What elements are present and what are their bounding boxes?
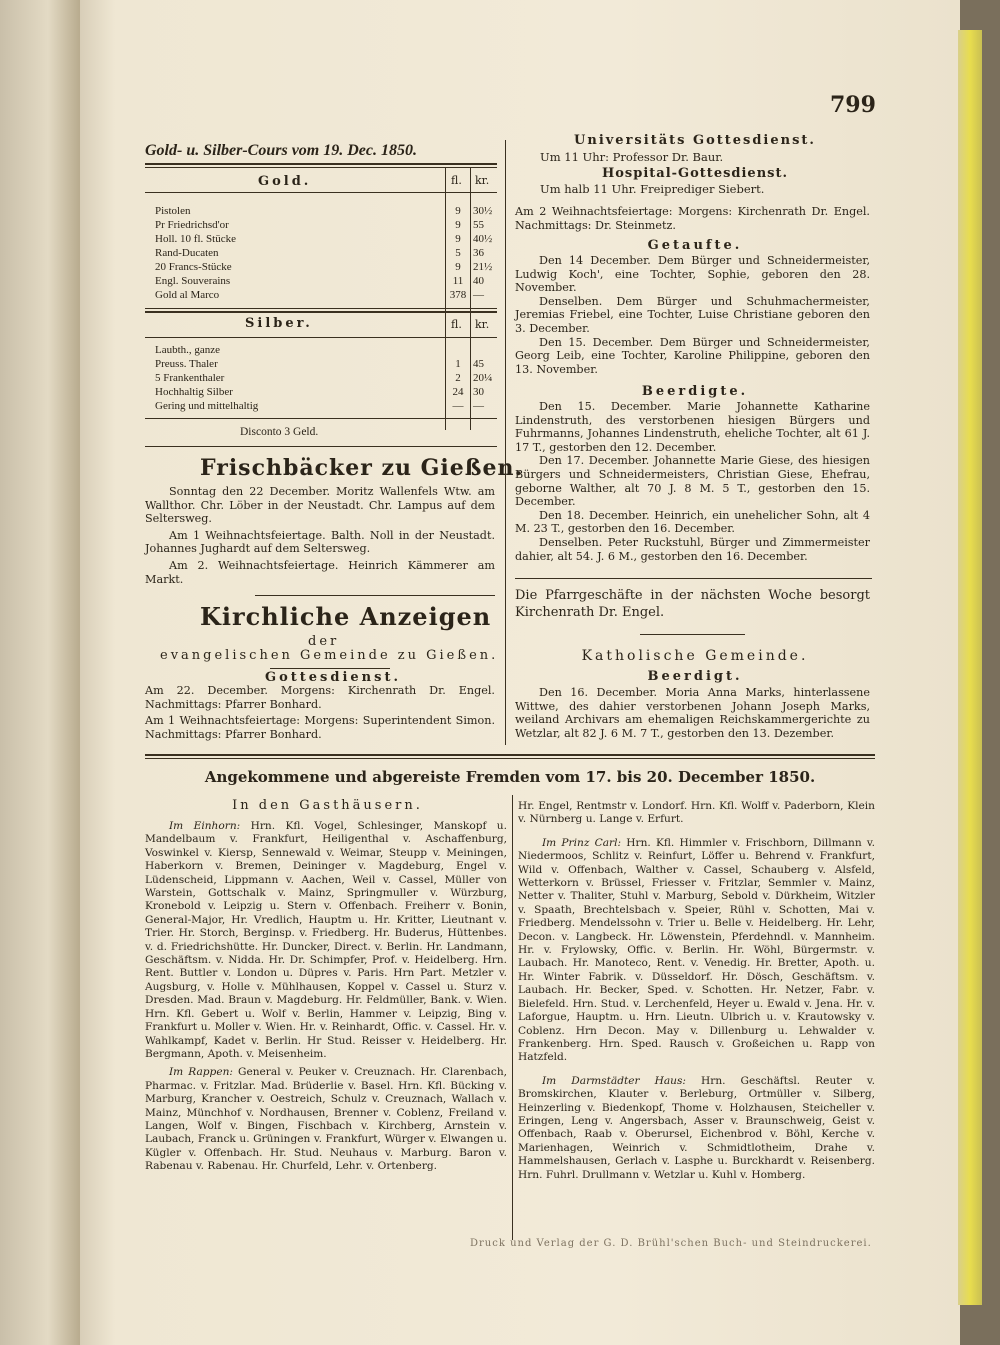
fl-header-2: fl. — [451, 318, 462, 331]
cours-row-name: Engl. Souverains — [155, 275, 231, 287]
hosp-line: Um halb 11 Uhr. Freiprediger Siebert. — [540, 182, 765, 196]
univ-line: Um 11 Uhr: Professor Dr. Baur. — [540, 150, 724, 164]
cours-row-kr: — — [473, 289, 484, 301]
cours-row-fl: 9 — [455, 219, 461, 231]
kath-line: Den 16. December. Moria Anna Marks, hinterlassene Wittwe, des dahier verstorbenen Johann Joseph Marks, weiland Archivars am ehemaligen Reichskammergerichte zu Wetzlar, alt 82 J. 6 M. 7 T., gestorben den 13. Dezember. — [515, 686, 870, 740]
kirch-line-2: Am 1 Weihnachtsfeiertage: Morgens: Superintendent Simon. Nachmittags: Pfarrer Bonhard. — [145, 714, 495, 741]
hosp-title: Hospital-Gottesdienst. — [601, 166, 789, 181]
getaufte-title: Getaufte. — [647, 238, 743, 253]
cours-row-name: Laubth., ganze — [155, 344, 221, 356]
page-number: 799 — [830, 92, 876, 118]
disconto: Disconto 3 Geld. — [240, 426, 319, 438]
cours-row-name: Preuss. Thaler — [155, 358, 218, 370]
darm-label: Im Darmstädter Haus: — [542, 1074, 686, 1087]
cours-row-fl: 378 — [449, 289, 467, 301]
cours-row-fl: 1 — [455, 358, 461, 370]
cours-row-name: 20 Francs-Stücke — [155, 261, 232, 273]
pfarr: Die Pfarrgeschäfte in der nächsten Woche besorgt Kirchenrath Dr. Engel. — [515, 588, 870, 620]
cours-row-name: Gering und mittelhaltig — [155, 400, 259, 412]
fl-header: fl. — [451, 174, 462, 187]
cours-row-kr: 36 — [473, 247, 484, 259]
footer-imprint: Druck und Verlag der G. D. Brühl'schen Buch- und Steindruckerei. — [470, 1238, 872, 1249]
cours-row-name: Rand-Ducaten — [155, 247, 219, 259]
cours-row-fl: 11 — [452, 275, 464, 287]
cours-row-kr: 55 — [473, 219, 484, 231]
beerdigte-3: Den 18. December. Heinrich, ein unehelicher Sohn, alt 4 M. 23 T., gestorben den 16. December. — [515, 508, 870, 536]
getaufte-1: Den 14 December. Dem Bürger und Schneidermeister, Ludwig Koch', eine Tochter, Sophie, geboren den 28. November. — [515, 254, 870, 295]
cours-row — [155, 289, 495, 303]
getaufte-block — [515, 254, 870, 376]
beerdigte-1: Den 15. December. Marie Johannette Katharine Lindenstruth, des verstorbenen hiesigen Bürgers und Fuhrmanns, Johannes Lindenstruth, eheliche Tochter, alt 61 J. 17 T., gestorben den 12. December. — [515, 400, 870, 454]
kath-beerdigt: Beerdigt. — [647, 669, 743, 684]
beerdigte-2: Den 17. December. Johannette Marie Giese, des hiesigen Bürgers und Schneidermeisters, Christian Giese, Ehefrau, geborne Walther, alt 70 J. 8 M. 5 T., gestorben den 15. December. — [515, 454, 870, 509]
cours-row-name: Holl. 10 fl. Stücke — [155, 233, 236, 245]
cours-row-fl: 2 — [455, 372, 461, 384]
cours-row — [155, 275, 495, 289]
cours-row-kr: 45 — [473, 358, 484, 370]
cours-row — [155, 372, 495, 386]
cours-row-kr: 21½ — [473, 261, 493, 273]
right-intro: Hr. Engel, Rentmstr v. Londorf. Hrn. Kfl. Wolff v. Paderborn, Klein v. Nürnberg u. Lange v. Erfurt. — [518, 800, 875, 826]
cours-row-kr: 40 — [473, 275, 484, 287]
weih2: Am 2 Weihnachtsfeiertage: Morgens: Kirchenrath Dr. Engel. Nachmittags: Dr. Steinmetz. — [515, 205, 870, 232]
gasthaeuser-heading: In den Gasthäusern. — [232, 798, 423, 813]
frischbaecker-title: Frischbäcker zu Gießen. — [200, 455, 524, 481]
cours-row — [155, 247, 495, 261]
cours-row — [155, 219, 495, 233]
cours-row-kr: 40½ — [473, 233, 493, 245]
univ-title: Universitäts Gottesdienst. — [574, 133, 816, 148]
rappen-label: Im Rappen: — [169, 1066, 233, 1079]
fremden-title: Angekommene und abgereiste Fremden vom 17. bis 20. December 1850. — [204, 768, 816, 786]
kr-header-2: kr. — [475, 318, 490, 331]
book-gutter — [0, 0, 80, 1345]
beerdigte-block — [515, 400, 870, 563]
darm-text: Hrn. Geschäftsl. Reuter v. Bromskirchen, Klauter v. Berleburg, Ortmüller v. Silberg, Heinzerling v. Biedenkopf, Thome v. Holzhausen, Steicheller v. Eringen, Leng v. Angersbach, Asser v. Braunschweig, Geist v. Offenbach, Raab v. Oberursel, Eichenbrod v. Böhl, Kerche v. Marienhagen, Weinrich v. Schmidtlotheim, Drahe v. Hammelshausen, Gerlach v. Lasphe u. Burckhardt v. Reisenberg. Hrn. Fuhrl. Drullmann v. Wetzlar u. Kuhl v. Homberg. — [518, 1074, 875, 1181]
fremden-left — [145, 820, 507, 1174]
kath-title: Katholische Gemeinde. — [581, 648, 809, 664]
silber-header: Silber. — [245, 316, 313, 331]
cours-row-name: Hochhaltig Silber — [155, 386, 233, 398]
cours-row-fl: 5 — [455, 247, 461, 259]
cours-row — [155, 344, 495, 358]
page-edge — [958, 30, 982, 1305]
frisch-line-3: Am 2. Weihnachtsfeiertage. Heinrich Kämmerer am Markt. — [145, 558, 495, 586]
getaufte-3: Den 15. December. Dem Bürger und Schneidermeister, Georg Leib, eine Tochter, Karoline Philippine, geboren den 13. November. — [515, 335, 870, 376]
kirchliche-text — [145, 684, 495, 741]
kirch-line-1: Am 22. December. Morgens: Kirchenrath Dr. Engel. Nachmittags: Pfarrer Bonhard. — [145, 684, 495, 711]
einhorn-label: Im Einhorn: — [169, 820, 241, 832]
kirchliche-sub1: der — [308, 634, 340, 649]
rappen-text: General v. Peuker v. Creuznach. Hr. Clarenbach, Pharmac. v. Fritzlar. Mad. Brüderlie v. Basel. Hrn. Kfl. Bücking v. Marburg, Krancher v. Oestreich, Schulz v. Creuznach, Wallach v. Mainz, Münchhof v. Nordhausen, Brenner v. Coblenz, Freiland v. Langen, Wolf v. Bingen, Fischbach v. Kirchberg, Arnstein v. Laubach, Franck u. Grüningen v. Frankfurt, Würger v. Elwangen u. Kügler v. Offenbach. Hr. Stud. Neuhaus v. Marburg. Baron v. Rabenau v. Rabenau. Hr. Churfeld, Lehr. v. Ortenberg. — [145, 1066, 508, 1173]
beerdigte-4: Denselben. Peter Ruckstuhl, Bürger und Zimmermeister dahier, alt 54. J. 6 M., gestorben den 16. December. — [515, 535, 870, 563]
cours-row — [155, 358, 495, 372]
frisch-line-2: Am 1 Weihnachtsfeiertage. Balth. Noll in der Neustadt. Johannes Jughardt auf dem Seltersweg. — [145, 528, 495, 556]
cours-row — [155, 386, 495, 400]
cours-row-kr: 20¼ — [473, 372, 493, 384]
cours-row-fl: 9 — [455, 205, 461, 217]
kirchliche-title: Kirchliche Anzeigen — [200, 602, 492, 631]
cours-row-kr: 30½ — [473, 205, 493, 217]
cours-row-name: 5 Frankenthaler — [155, 372, 225, 384]
cours-title: Gold- u. Silber-Cours vom 19. Dec. 1850. — [145, 142, 417, 159]
fremden-right — [518, 800, 875, 1182]
cours-row-kr: 30 — [473, 386, 484, 398]
cours-row-fl: 9 — [455, 261, 461, 273]
cours-row-fl: 9 — [455, 233, 461, 245]
frisch-line-1: Sonntag den 22 December. Moritz Wallenfels Wtw. am Wallthor. Chr. Löber in der Neustadt. Chr. Lampus auf dem Seltersweg. — [145, 485, 495, 526]
kr-header: kr. — [475, 174, 490, 187]
einhorn-text: Hrn. Kfl. Vogel, Schlesinger, Manskopf u. Mandelbaum v. Frankfurt, Heiligenthal v. Aschaffenburg, Voswinkel v. Kiersp, Sennewald v. Weimar, Steupp v. Meiningen, Haberkorn v. Bremen, Deininger v. Magdeburg, Engel v. Lüdenscheid, Lippmann v. Aachen, Weil v. Cassel, Müller von Warstein, Gottschalk v. Mainz, Springmuller v. Würzburg, Kronebold v. Leipzig u. Stern v. Offenbach. Freiherr v. Bonin, General-Major, Hr. Vredlich, Hauptm u. Hr. Kritter, Lieutnant v. Trier. Hr. Storch, Berginsp. v. Friedberg. Hr. Buderus, Hüttenbes. v. d. Friedrichshütte. Hr. Duncker, Direct. v. Berlin. Hr. Landmann, Geschäftsm. v. Nidda. Hr. Dr. Schimpfer, Prof. v. Heidelberg. Hrn. Rent. Buttler v. London u. Düpres v. Paris. Hrn Part. Metzler v. Augsburg, v. Holle v. Mühlhausen, Koppel v. Cassel u. Sturz v. Dresden. Mad. Braun v. Magdeburg. Hr. Feldmüller, Bank. v. Wien. Hrn. Kfl. Gebert u. Wolf v. Berlin, Hammer v. Leipzig, Bing v. Frankfurt u. Moller v. Wien. Hr. v. Reinhardt, Offic. v. Cassel. Hr. v. Wahlkampf, Kadet v. Berlin. Hr Stud. Reisser v. Heidelberg. Hr. Bergmann, Apoth. v. Meisenheim. — [145, 820, 507, 1060]
cours-row — [155, 261, 495, 275]
cours-row — [155, 233, 495, 247]
cours-row-fl: 24 — [452, 386, 464, 398]
kirchliche-sub2: evangelischen Gemeinde zu Gießen. — [160, 648, 499, 663]
cours-row-name: Gold al Marco — [155, 289, 220, 301]
cours-row — [155, 205, 495, 219]
beerdigte-title: Beerdigte. — [641, 384, 749, 399]
cours-row — [155, 400, 495, 414]
cours-row-fl: — — [452, 400, 464, 412]
gottesdienst-heading: Gottesdienst. — [265, 670, 401, 685]
gold-header: Gold. — [258, 174, 312, 189]
cours-row-name: Pistolen — [155, 205, 191, 217]
cours-row-name: Pr Friedrichsd'or — [155, 219, 229, 231]
frischbaecker-text — [145, 485, 495, 586]
cours-row-kr: — — [473, 400, 484, 412]
getaufte-2: Denselben. Dem Bürger und Schuhmachermeister, Jeremias Friebel, eine Tochter, Luise Christiane geboren den 3. December. — [515, 294, 870, 335]
prinz-label: Im Prinz Carl: — [542, 836, 622, 849]
prinz-text: Hrn. Kfl. Himmler v. Frischborn, Dillmann v. Niedermoos, Schlitz v. Reinfurt, Löffer u. Behrend v. Frankfurt, Wild v. Offenbach, Walther v. Cassel, Schauberg v. Alsfeld, Wetterkorn v. Brüssel, Friesser v. Fritzlar, Semmler v. Mainz, Netter v. Thaliter, Stuhl v. Marburg, Sebold v. Dürkheim, Witzler v. Spaath, Brechtelsbach v. Speier, Rühl v. Schotten, Mai v. Friedberg. Mendelssohn v. Trier u. Belle v. Heidelberg. Hr. Lehr, Decon. v. Langbeck. Hr. Löwenstein, Pferdehndl. v. Mannheim. Hr. v. Frylowsky, Offic. v. Berlin. Hr. Wöhl, Bürgermstr. v. Laubach. Hr. Manoteco, Rent. v. Venedig. Hr. Bretter, Apoth. u. Hr. Winter Fabrik. v. Düsseldorf. Hr. Dösch, Geschäftsm. v. Laubach. Hr. Becker, Sped. v. Schotten. Hr. Netzer, Fabr. v. Bielefeld. Hrn. Stud. v. Lerchenfeld, Heyer u. Ewald v. Jena. Hr. v. Laforgue, Hauptm. u. Hrn. Lieutn. Ulbrich u. v. Krautowsky v. Coblenz. Hrn Decon. May v. Dillenburg u. Lehwalder v. Frankenberg. Hrn. Sped. Rausch v. Großeichen u. Rapp von Hatzfeld. — [518, 836, 875, 1064]
